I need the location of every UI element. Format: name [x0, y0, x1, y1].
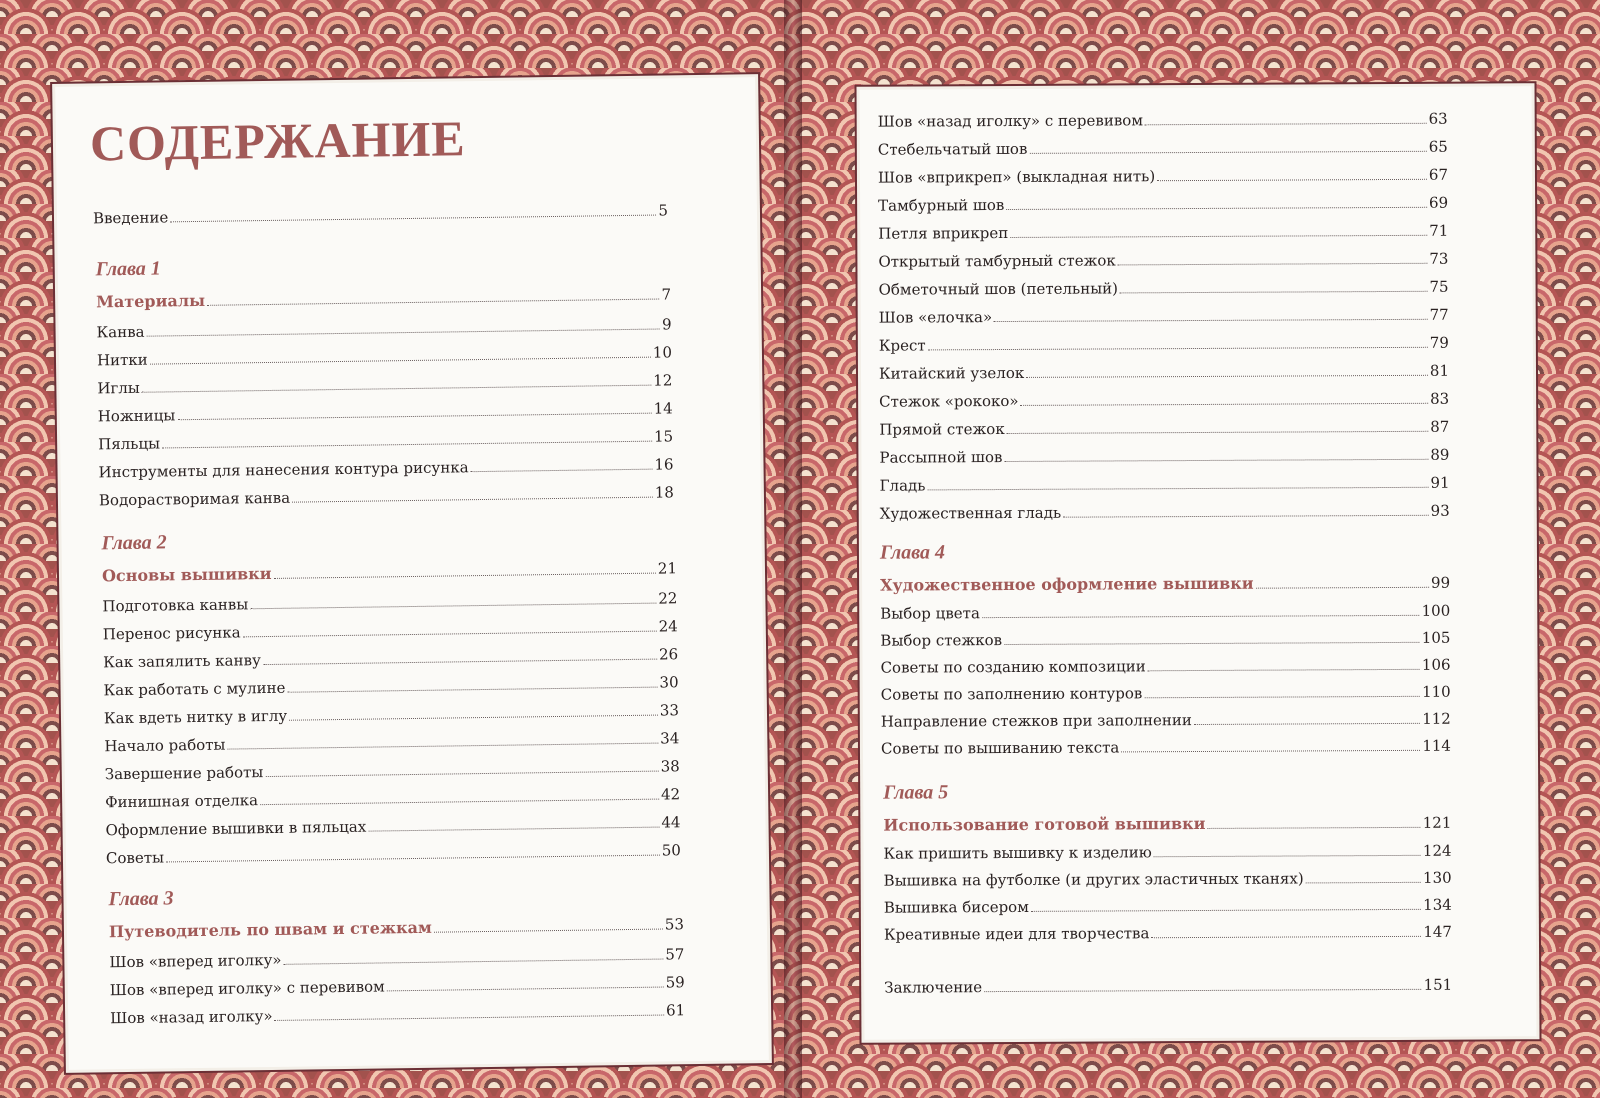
chapter-heading-2: Глава 2 — [101, 531, 167, 555]
toc-entry[interactable]: Нитки 10 — [96, 343, 673, 370]
toc-entry-intro[interactable]: Введение 5 — [92, 201, 669, 228]
toc-section-4[interactable]: Художественное оформление вышивки 99 — [880, 573, 1451, 595]
toc-entry[interactable]: Завершение работы 38 — [104, 757, 680, 784]
toc-entry[interactable]: Тамбурный шов 69 — [878, 193, 1449, 215]
toc-entry[interactable]: Вышивка на футболке (и других эластичных тканях) 130 — [883, 868, 1452, 890]
toc-entry[interactable]: Гладь 91 — [879, 473, 1450, 495]
toc-entry[interactable]: Как запялить канву 26 — [103, 645, 679, 672]
toc-section-5[interactable]: Использование готовой вышивки 121 — [883, 813, 1452, 835]
chapter-heading-4: Глава 4 — [879, 541, 946, 564]
toc-entry[interactable]: Шов «вперед иголку» с перевивом 59 — [109, 973, 685, 1000]
toc-entry[interactable]: Оформление вышивки в пяльцах 44 — [105, 813, 681, 840]
toc-entry[interactable]: Инструменты для нанесения контура рисунка 16 — [98, 455, 674, 482]
toc-section-2[interactable]: Основы вышивки 21 — [101, 559, 678, 586]
book-spine — [784, 0, 802, 1098]
toc-entry[interactable]: Китайский узелок 81 — [878, 361, 1450, 383]
toc-entry[interactable]: Шов «вприкреп» (выкладная нить) 67 — [877, 165, 1449, 187]
toc-entry[interactable]: Советы по созданию композиции 106 — [880, 655, 1451, 677]
page-title: СОДЕРЖАНИЕ — [89, 110, 467, 172]
toc-entry[interactable]: Петля вприкреп 71 — [878, 221, 1449, 243]
chapter-heading-5: Глава 5 — [883, 781, 949, 804]
toc-section-3[interactable]: Путеводитель по швам и стежкам 53 — [108, 915, 685, 942]
toc-entry[interactable]: Ножницы 14 — [97, 399, 673, 426]
toc-entry[interactable]: Иглы 12 — [97, 371, 673, 398]
toc-entry[interactable]: Советы 50 — [105, 841, 682, 868]
toc-entry[interactable]: Выбор цвета 100 — [880, 601, 1451, 623]
toc-entry[interactable]: Как работать с мулине 30 — [103, 673, 679, 700]
chapter-heading-1: Глава 1 — [95, 257, 161, 281]
toc-entry[interactable]: Вышивка бисером 134 — [883, 895, 1452, 917]
toc-entry[interactable]: Художественная гладь 93 — [879, 501, 1450, 523]
toc-entry[interactable]: Открытый тамбурный стежок 73 — [878, 249, 1449, 271]
toc-entry[interactable]: Подготовка канвы 22 — [102, 589, 678, 616]
right-page — [860, 86, 1537, 1040]
dot-leader — [170, 215, 656, 223]
toc-entry[interactable]: Шов «елочка» 77 — [878, 305, 1449, 327]
toc-entry[interactable]: Стебельчатый шов 65 — [877, 137, 1448, 159]
toc-entry[interactable]: Начало работы 34 — [104, 729, 680, 756]
toc-entry[interactable]: Прямой стежок 87 — [879, 417, 1450, 439]
toc-entry[interactable]: Обметочный шов (петельный) 75 — [878, 277, 1449, 299]
toc-entry[interactable]: Водорастворимая канва 18 — [98, 483, 675, 510]
toc-entry[interactable]: Пяльцы 15 — [98, 427, 674, 454]
toc-entry[interactable]: Перенос рисунка 24 — [102, 617, 678, 644]
toc-entry[interactable]: Направление стежков при заполнении 112 — [880, 709, 1451, 731]
toc-entry[interactable]: Финишная отделка 42 — [105, 785, 681, 812]
toc-entry[interactable]: Креативные идеи для творчества 147 — [883, 922, 1452, 944]
toc-entry[interactable]: Советы по заполнению контуров 110 — [880, 682, 1451, 704]
toc-entry[interactable]: Стежок «рококо» 83 — [879, 389, 1450, 411]
toc-entry[interactable]: Шов «вперед иголку» 57 — [109, 945, 685, 972]
toc-entry[interactable]: Выбор стежков 105 — [880, 628, 1451, 650]
toc-entry[interactable]: Шов «назад иголку» 61 — [110, 1001, 686, 1028]
toc-entry-outro[interactable]: Заключение 151 — [884, 975, 1453, 997]
toc-entry[interactable]: Советы по вышиванию текста 114 — [880, 736, 1452, 758]
toc-section-1[interactable]: Материалы 7 — [96, 285, 672, 312]
toc-entry[interactable]: Канва 9 — [96, 315, 672, 342]
left-page — [55, 77, 769, 1070]
chapter-heading-3: Глава 3 — [108, 887, 174, 911]
toc-entry[interactable]: Как вдеть нитку в иглу 33 — [103, 701, 680, 728]
toc-entry[interactable]: Рассыпной шов 89 — [879, 445, 1450, 467]
toc-entry[interactable]: Крест 79 — [878, 333, 1449, 355]
toc-entry[interactable]: Как пришить вышивку к изделию 124 — [883, 841, 1452, 863]
toc-entry[interactable]: Шов «назад иголку» с перевивом 63 — [877, 109, 1448, 131]
